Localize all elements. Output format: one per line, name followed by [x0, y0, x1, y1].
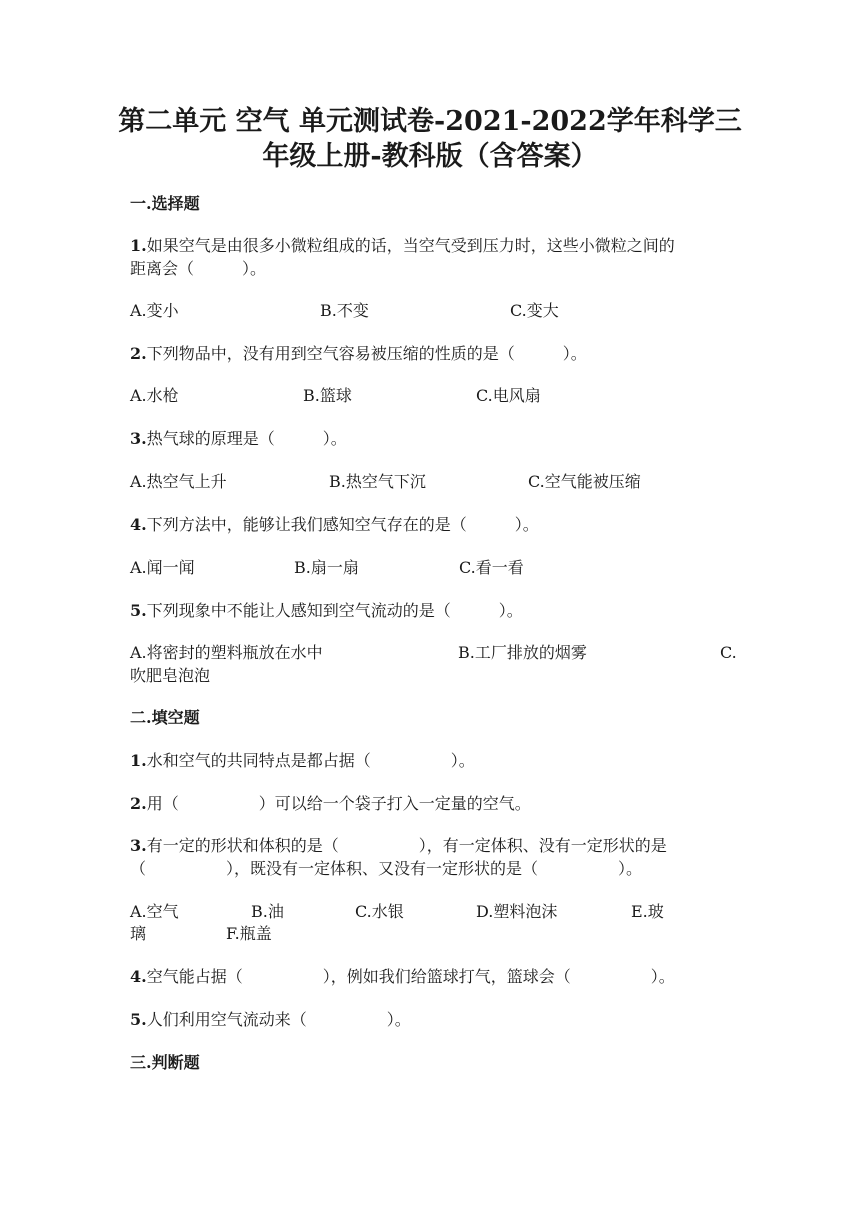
question-number: 4. — [130, 967, 147, 986]
choice-q5-option-b: B.工厂排放的烟雾 — [458, 643, 587, 662]
choice-q2-option-c: C.电风扇 — [476, 386, 541, 405]
question-number: 1. — [130, 236, 147, 255]
question-number: 2. — [130, 794, 147, 813]
section-heading-choice: 一.选择题 — [130, 194, 200, 213]
question-number: 3. — [130, 836, 147, 855]
choice-q4-option-b: B.扇一扇 — [294, 558, 359, 577]
fill-q3-line2: （ ），既没有一定体积、又没有一定形状的是（ ）。 — [130, 859, 643, 878]
question-text: 下列方法中，能够让我们感知空气存在的是（ ）。 — [146, 515, 539, 534]
choice-q1-option-c: C.变大 — [510, 301, 559, 320]
question-text: 有一定的形状和体积的是（ ），有一定体积、没有一定形状的是 — [146, 836, 667, 855]
question-text: 空气能占据（ ），例如我们给篮球打气，篮球会（ ）。 — [146, 967, 675, 986]
fill-q1 — [130, 750, 475, 772]
choice-q5 — [130, 600, 523, 622]
choice-q5-option-c: C. — [720, 643, 737, 662]
fill-q3-option-b: B.油 — [251, 902, 284, 921]
choice-q3 — [130, 428, 347, 450]
choice-q4-option-a: A.闻一闻 — [130, 558, 195, 577]
fill-q3-option-f: F.瓶盖 — [226, 924, 272, 943]
fill-q3-option-e-wrap: 璃 — [130, 924, 147, 943]
choice-q4-option-c: C.看一看 — [459, 558, 524, 577]
fill-q3-line1 — [130, 835, 667, 857]
choice-q3-option-b: B.热空气下沉 — [329, 472, 426, 491]
choice-q1-option-a: A.变小 — [130, 301, 179, 320]
fill-q3-option-e: E.玻 — [631, 902, 664, 921]
question-number: 5. — [130, 601, 147, 620]
section-heading-fill: 二.填空题 — [130, 708, 200, 727]
question-text: 热气球的原理是（ ）。 — [146, 429, 347, 448]
choice-q5-option-a: A.将密封的塑料瓶放在水中 — [130, 643, 323, 662]
choice-q2 — [130, 343, 587, 365]
fill-q5 — [130, 1009, 411, 1031]
fill-q3-option-d: D.塑料泡沫 — [476, 902, 558, 921]
fill-q4 — [130, 966, 675, 988]
question-number: 3. — [130, 429, 147, 448]
section-heading-judge: 三.判断题 — [130, 1053, 200, 1072]
document-title — [100, 104, 760, 174]
choice-q5-option-c-text: 吹肥皂泡泡 — [130, 666, 211, 685]
question-text: 用（ ）可以给一个袋子打入一定量的空气。 — [146, 794, 531, 813]
question-number: 4. — [130, 515, 147, 534]
choice-q1-line1 — [130, 235, 675, 257]
question-text: 如果空气是由很多小微粒组成的话，当空气受到压力时，这些小微粒之间的 — [146, 236, 675, 255]
question-text: 下列现象中不能让人感知到空气流动的是（ ）。 — [146, 601, 523, 620]
choice-q1-line2: 距离会（ ）。 — [130, 259, 267, 278]
choice-q2-option-a: A.水枪 — [130, 386, 179, 405]
fill-q3-option-a: A.空气 — [130, 902, 179, 921]
choice-q4 — [130, 514, 539, 536]
title-line-1: 第二单元 空气 单元测试卷-2021-2022学年科学三 — [118, 106, 742, 137]
choice-q1-option-b: B.不变 — [320, 301, 369, 320]
question-number: 2. — [130, 344, 147, 363]
fill-q3-option-c: C.水银 — [355, 902, 404, 921]
choice-q3-option-a: A.热空气上升 — [130, 472, 227, 491]
fill-q2 — [130, 793, 531, 815]
question-number: 1. — [130, 751, 147, 770]
question-text: 下列物品中，没有用到空气容易被压缩的性质的是（ ）。 — [146, 344, 587, 363]
question-number: 5. — [130, 1010, 147, 1029]
choice-q2-option-b: B.篮球 — [303, 386, 352, 405]
question-text: 水和空气的共同特点是都占据（ ）。 — [146, 751, 475, 770]
title-line-2: 年级上册-教科版（含答案） — [262, 141, 598, 172]
choice-q3-option-c: C.空气能被压缩 — [528, 472, 641, 491]
question-text: 人们利用空气流动来（ ）。 — [146, 1010, 411, 1029]
